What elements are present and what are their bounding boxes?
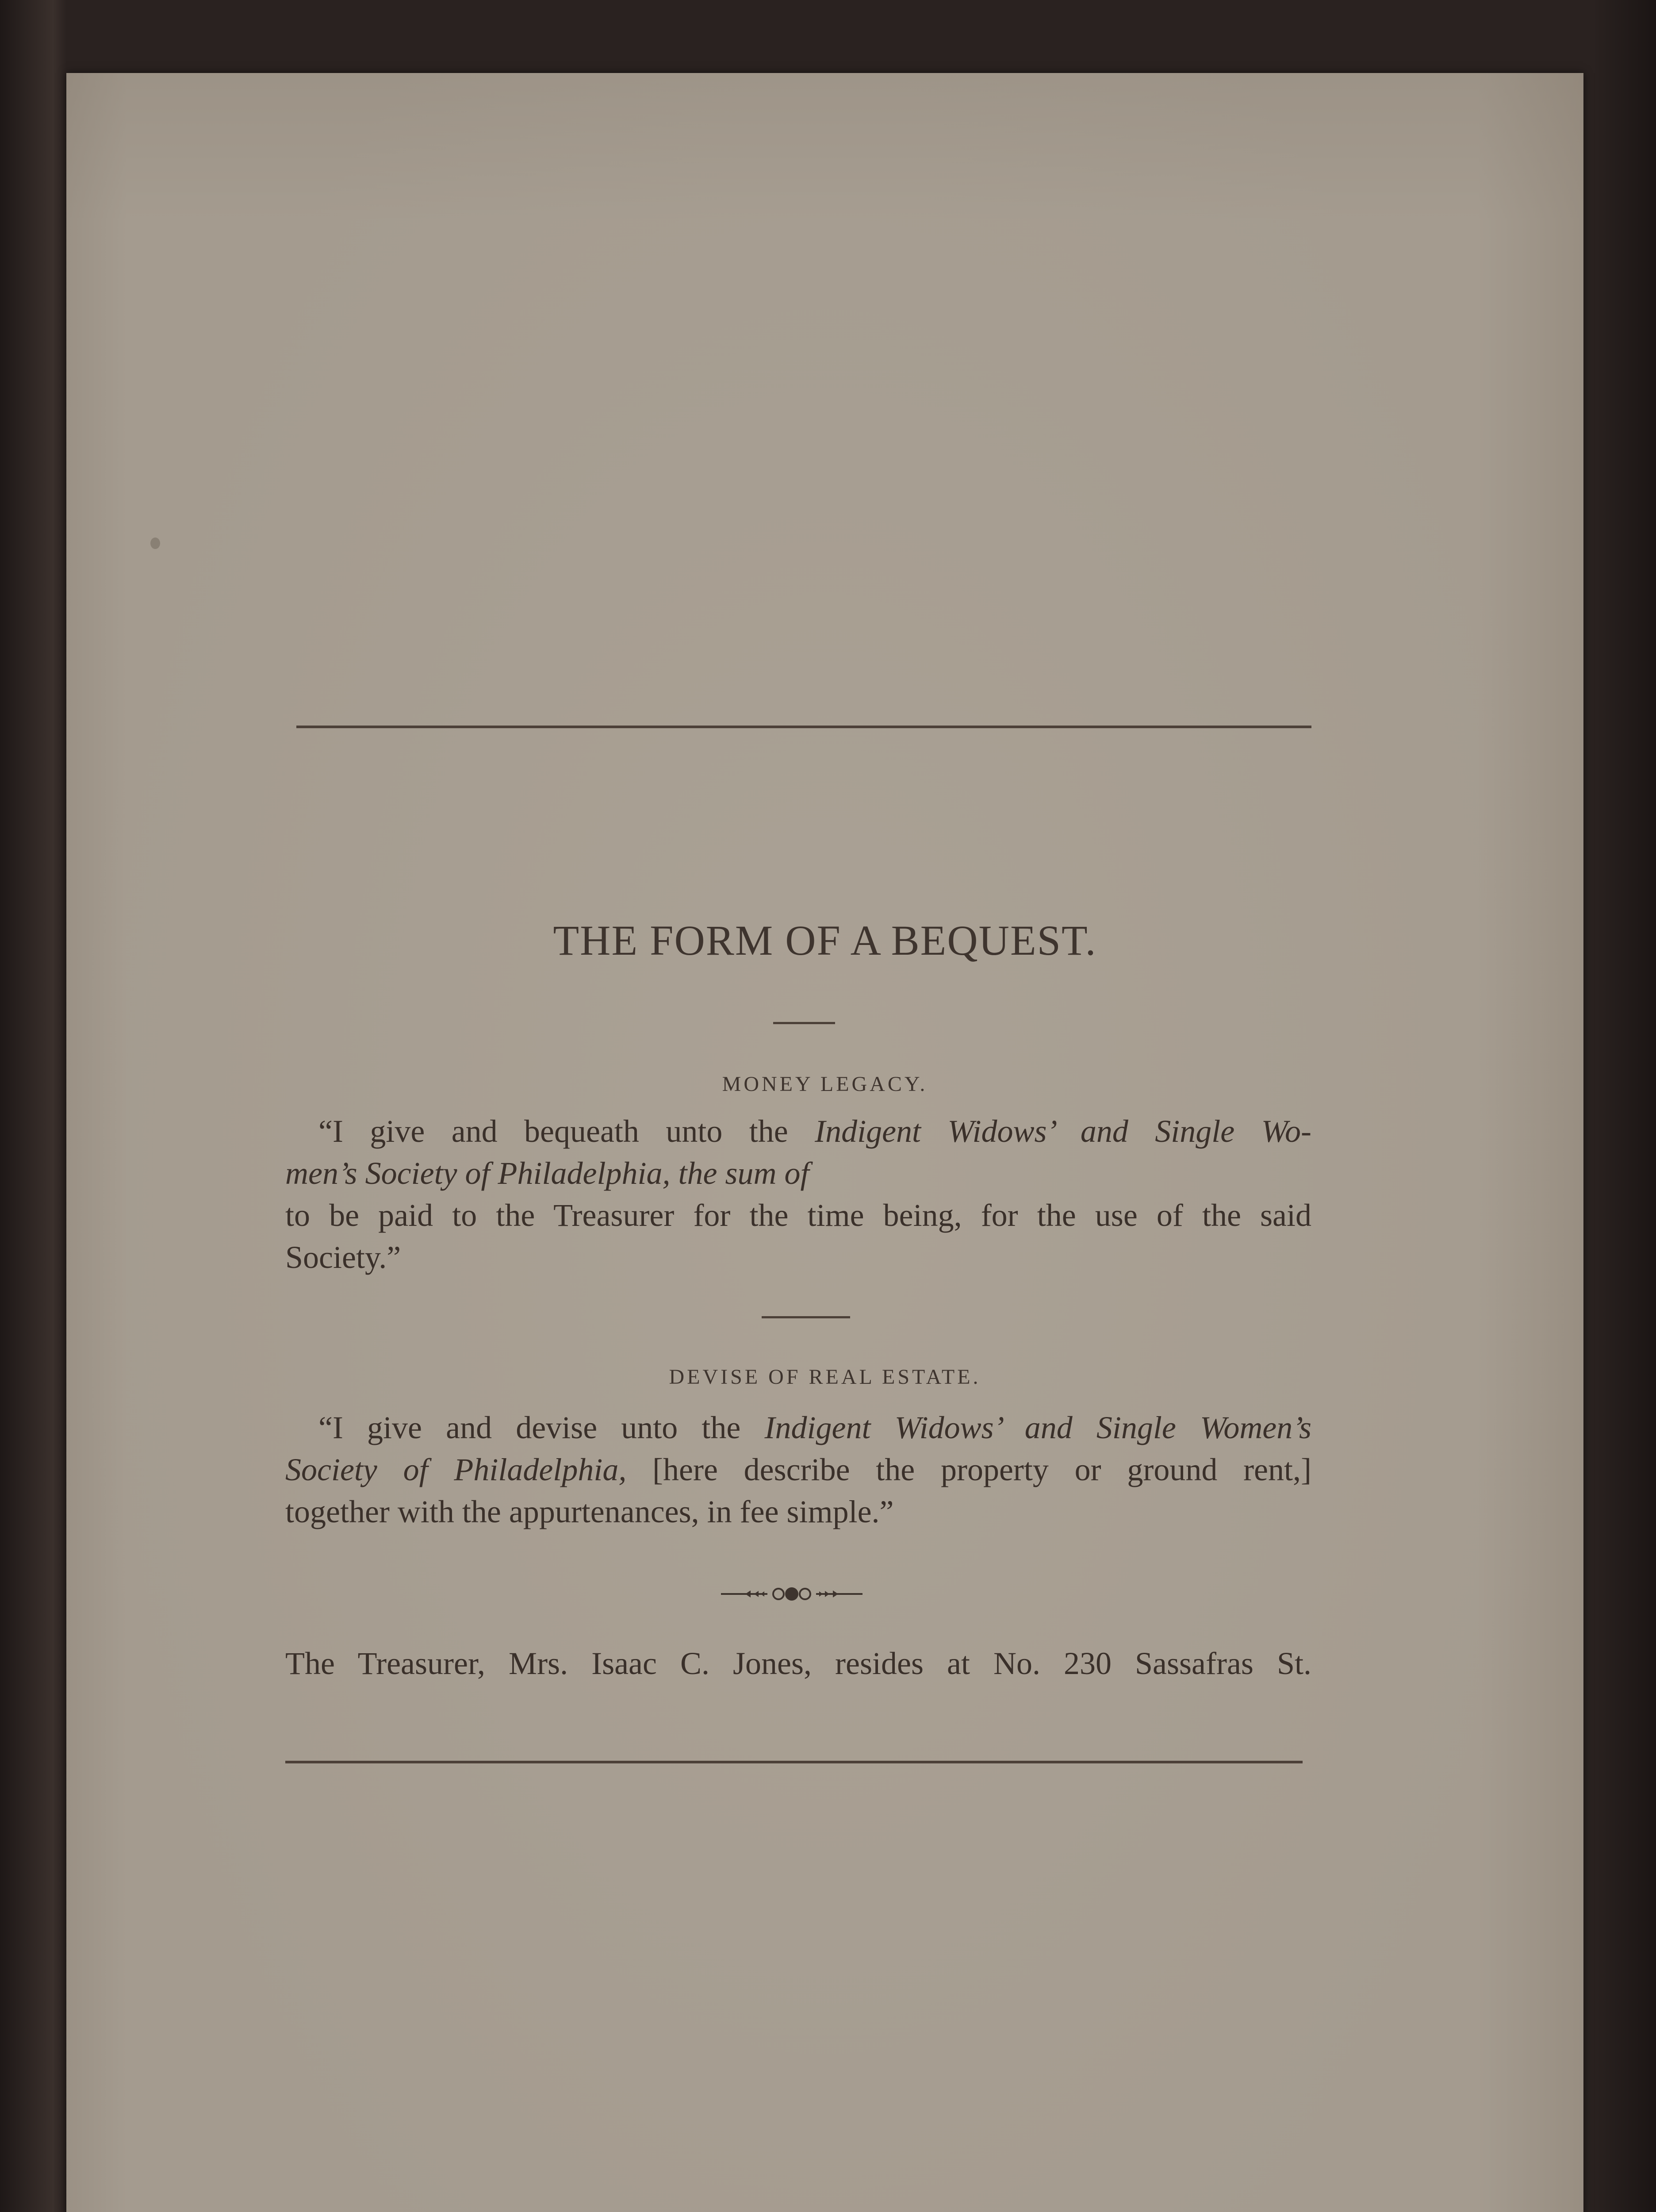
bottom-rule <box>285 1761 1303 1763</box>
money-legacy-line-1: “I give and bequeath unto the Indigent Widows’ and Single Wo- <box>318 1114 1311 1149</box>
top-rule <box>296 726 1311 728</box>
money-legacy-line-4: Society.” <box>285 1240 401 1275</box>
devise-text <box>285 1407 1311 1533</box>
document-page <box>66 73 1583 2212</box>
paper-spot <box>150 538 160 549</box>
treasurer-note: The Treasurer, Mrs. Isaac C. Jones, resides at No. 230 Sassafras St. <box>285 1646 1311 1681</box>
devise-line-2: Society of Philadelphia, [here describe the property or ground rent,] <box>285 1452 1311 1487</box>
money-legacy-line-2: men’s Society of Philadelphia, the sum of <box>285 1156 809 1191</box>
title-divider <box>773 1022 835 1024</box>
devise-line-1: “I give and devise unto the Indigent Widows’ and Single Women’s <box>318 1410 1311 1445</box>
page-title: THE FORM OF A BEQUEST. <box>553 917 1097 964</box>
devise-heading: DEVISE OF REAL ESTATE. <box>669 1365 981 1389</box>
money-legacy-text <box>285 1110 1311 1279</box>
money-legacy-line-3: to be paid to the Treasurer for the time being, for the use of the said <box>285 1198 1311 1233</box>
section-divider <box>762 1316 850 1318</box>
money-legacy-heading: MONEY LEGACY. <box>722 1072 928 1096</box>
devise-line-3: together with the appurtenances, in fee simple.” <box>285 1494 894 1529</box>
ornament-divider-icon <box>719 1585 865 1603</box>
